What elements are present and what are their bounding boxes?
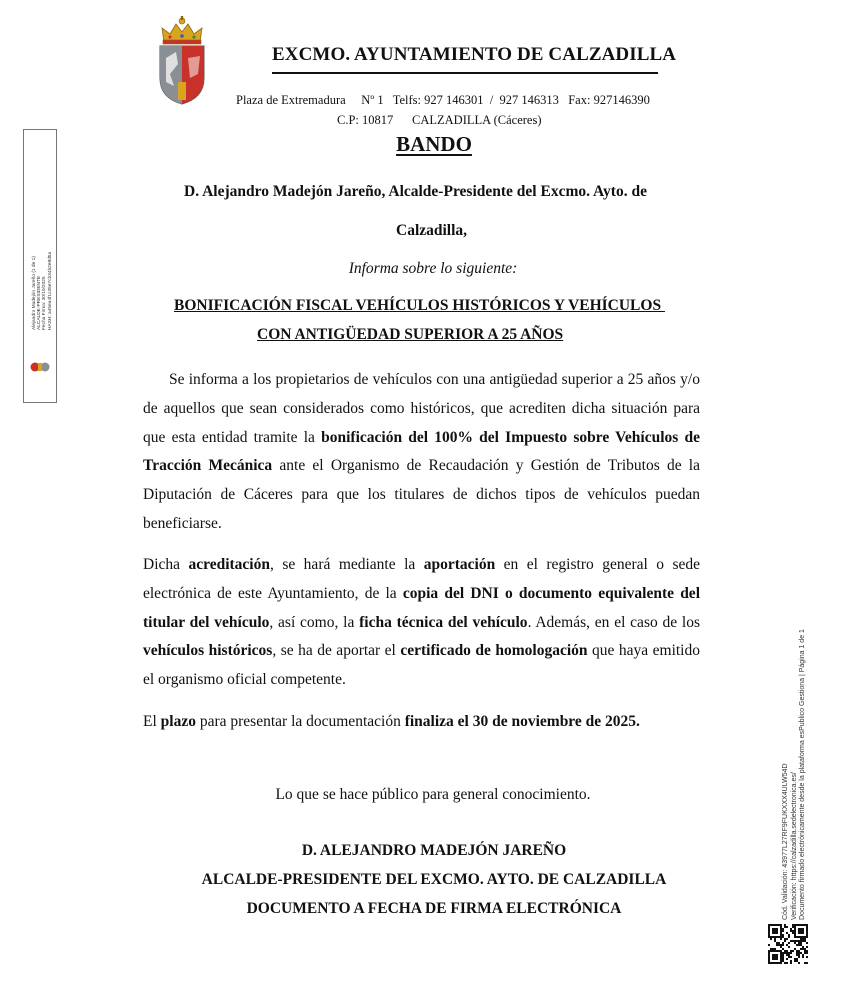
municipal-crest-logo <box>156 16 208 106</box>
header-divider <box>272 72 658 74</box>
stamp-line: Alejandro Madejón Jareño (1 de 1) <box>32 256 37 330</box>
signature-date: DOCUMENTO A FECHA DE FIRMA ELECTRÓNICA <box>246 900 622 917</box>
stamp-line: Fecha Firma: 30/10/2025 <box>42 276 48 330</box>
subject-line-1: BONIFICACIÓN FISCAL VEHÍCULOS HISTÓRICOS Y VEHÍCULOS <box>174 297 665 314</box>
address-line-1: Plaza de Extremadura Nº 1 Telfs: 927 146301 / 927 146313 Fax: 927146390 <box>236 93 650 107</box>
stamp-line: HASH: a45ea4f1c35e7cb34b2e8d5a <box>47 251 53 330</box>
closing-line: Lo que se hace público para general conocimiento. <box>275 786 591 803</box>
signature-role: ALCALDE-PRESIDENTE DEL EXCMO. AYTO. DE CALZADILLA <box>201 871 667 888</box>
bold-run: plazo <box>160 713 196 730</box>
verification-url: Verificación: https://calzadilla.sedelectronica.es/ <box>790 772 798 920</box>
text-run: El <box>143 713 161 730</box>
document-title: BANDO <box>396 132 472 156</box>
verification-code: Cód. Validación: 43977L27RF9FUKXXX4ULW54D <box>782 763 789 920</box>
qr-code-icon <box>768 924 808 964</box>
bold-run: acreditación <box>188 556 270 573</box>
mayor-heading-line-2: Calzadilla, <box>396 222 468 239</box>
crown-icon <box>162 16 202 44</box>
text-run: Dicha <box>143 556 189 573</box>
bold-run: finaliza el 30 de noviembre de 2025. <box>404 713 640 730</box>
bold-run: bonificación del 100% del Impuesto sobre Vehículos de Tracción Mecánica <box>143 428 700 475</box>
bold-run: vehículos históricos <box>143 642 273 660</box>
text-run: Se informa a los propietarios de vehículos con una antigüedad superior a 25 años y/o de aquellos que sean considerados como históricos, que acrediten dicha situación para que esta entidad tramite la <box>143 371 700 446</box>
stamp-line: ALCALDE-PRESIDENTE <box>37 275 43 330</box>
text-run: ante el Organismo de Recaudación y Gestión de Tributos de la Diputación de Cáceres para que los titulares de dichos tipos de vehículos puedan beneficiarse. <box>143 457 700 532</box>
address-line-2: C.P: 10817 CALZADILLA (Cáceres) <box>337 113 542 127</box>
org-title: EXCMO. AYUNTAMIENTO DE CALZADILLA <box>272 44 677 65</box>
paragraph-3 <box>143 708 700 737</box>
paragraph-1 <box>143 366 700 539</box>
bold-run: copia del DNI o documento equivalente del titular del vehículo <box>143 584 700 631</box>
text-run: . Además, en el caso de los <box>527 613 700 631</box>
paragraph-2 <box>143 551 700 695</box>
subject-line-2: CON ANTIGÜEDAD SUPERIOR A 25 AÑOS <box>257 326 564 343</box>
bold-run: aportación <box>423 556 496 573</box>
text-run: , se hará mediante la <box>269 556 424 573</box>
mayor-heading-line-1: D. Alejandro Madejón Jareño, Alcalde-Presidente del Excmo. Ayto. de <box>184 183 647 200</box>
stamp-text <box>32 140 53 330</box>
bold-run: certificado de homologación <box>400 642 588 660</box>
signature-name: D. ALEJANDRO MADEJÓN JAREÑO <box>301 842 567 859</box>
text-run: , se ha de aportar el <box>272 642 401 660</box>
bold-run: ficha técnica del vehículo <box>359 613 528 631</box>
text-run: en el registro general o sede electrónica de este Ayuntamiento, de la <box>143 556 701 602</box>
informa-line: Informa sobre lo siguiente: <box>348 260 518 277</box>
verification-note: Documento firmado electrónicamente desde la plataforma esPublico Gestiona | Página 1 de 1 <box>799 629 806 920</box>
stamp-crest-icon <box>30 360 50 374</box>
text-run: , así como, la <box>269 613 360 631</box>
text-run: para presentar la documentación <box>195 713 405 730</box>
text-run: que haya emitido el organismo oficial competente. <box>143 642 700 689</box>
